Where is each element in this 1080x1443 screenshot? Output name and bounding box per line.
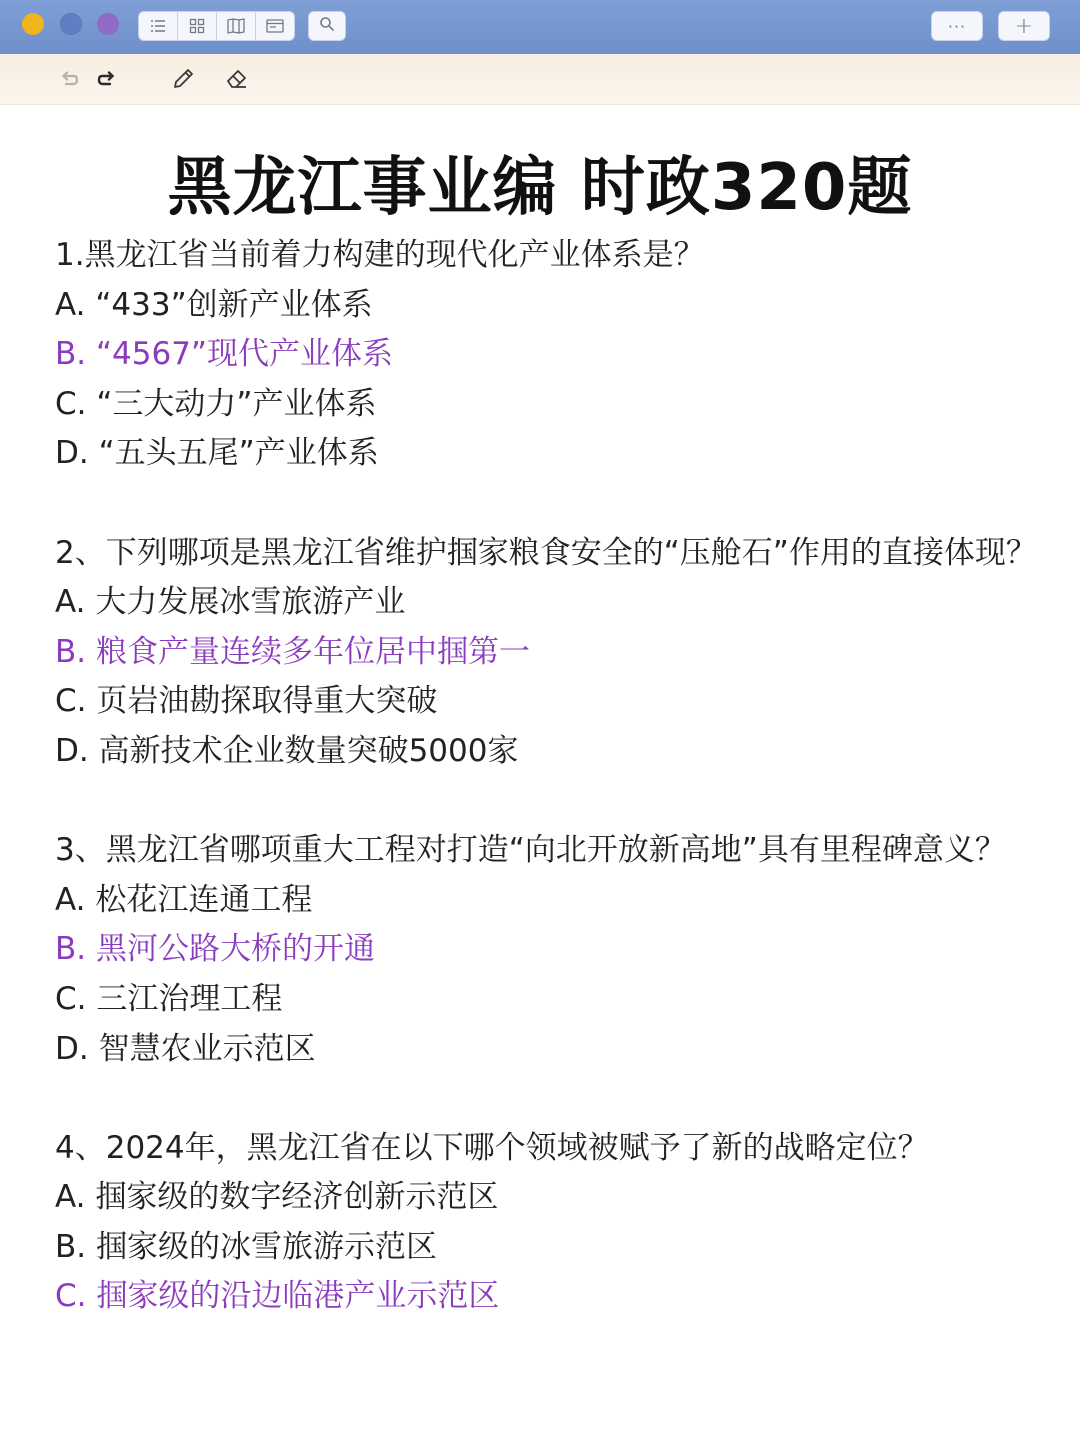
option-a: A. 大力发展冰雪旅游产业	[55, 584, 406, 621]
option-c: C. 三江治理工程	[55, 980, 283, 1017]
document-title: 黑龙江事业编 时政320题	[167, 151, 913, 225]
add-icon: +	[1014, 13, 1034, 39]
option-a: A. 松花江连通工程	[55, 881, 313, 918]
zoom-button[interactable]	[97, 13, 119, 35]
view-toolbar	[138, 11, 295, 41]
window-titlebar	[0, 0, 1080, 54]
option-b: B. 掴家级的冰雪旅游示范区	[55, 1228, 437, 1265]
window-dot-button[interactable]	[60, 13, 82, 35]
question-stem: 3、黑龙江省哪项重大工程对打造“向北开放新高地”具有里程碑意义？	[55, 832, 1006, 869]
option-c: C. 页岩油勘探取得重大突破	[55, 683, 438, 720]
option-c-answer: C. 掴家级的沿边临港产业示范区	[55, 1278, 500, 1315]
pencil-icon[interactable]	[170, 66, 196, 92]
add-button[interactable]	[998, 11, 1050, 41]
sidebar-list-icon[interactable]	[139, 12, 178, 40]
grid-icon[interactable]	[178, 12, 217, 40]
search-button[interactable]	[308, 11, 346, 41]
option-a: A. 掴家级的数字经济创新示范区	[55, 1179, 499, 1216]
book-icon[interactable]	[217, 12, 256, 40]
blank-line	[55, 1074, 1045, 1124]
eraser-icon[interactable]	[224, 66, 250, 92]
option-b-answer: B. “4567”现代产业体系	[55, 336, 393, 373]
option-b-answer: B. 粮食产量连续多年位居中掴第一	[55, 633, 530, 670]
edit-toolbar	[0, 54, 1080, 105]
question-stem: 2、下列哪项是黑龙江省维护掴家粮食安全的“压舱石”作用的直接体现？	[55, 534, 1037, 571]
more-button[interactable]	[931, 11, 983, 41]
question-stem: 1.黑龙江省当前着力构建的现代化产业体系是？	[55, 237, 705, 273]
window-icon[interactable]	[256, 12, 294, 40]
option-c: C. “三大动力”产业体系	[55, 385, 377, 422]
more-icon: ···	[947, 16, 967, 36]
minimize-button[interactable]	[22, 13, 44, 35]
option-d: D. “五头五尾”产业体系	[55, 435, 379, 472]
undo-icon[interactable]	[56, 66, 82, 92]
option-b-answer: B. 黑河公路大桥的开通	[55, 931, 375, 968]
option-d: D. 智慧农业示范区	[55, 1030, 316, 1067]
option-a: A. “433”创新产业体系	[55, 286, 373, 323]
redo-icon[interactable]	[94, 66, 120, 92]
blank-line	[55, 479, 1045, 529]
option-d: D. 高新技术企业数量突破5000家	[55, 732, 519, 769]
blank-line	[55, 777, 1045, 827]
question-stem: 4、2024年，黑龙江省在以下哪个领域被赋予了新的战略定位？	[55, 1129, 929, 1166]
search-icon	[319, 16, 335, 36]
document-body[interactable]	[55, 231, 1045, 1322]
